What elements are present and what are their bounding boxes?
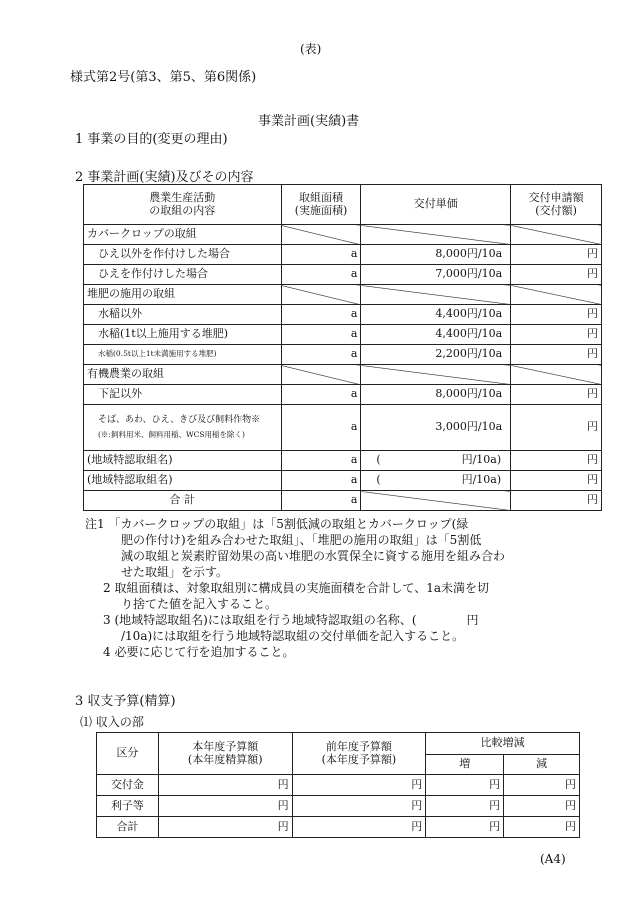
activity-label: 水稲(0.5t以上1t未満施用する堆肥) bbox=[84, 345, 282, 365]
table-row bbox=[97, 817, 580, 838]
regional-activity-label: (地域特認取組名) bbox=[84, 471, 282, 491]
empty-cell bbox=[361, 365, 511, 385]
area-cell: a bbox=[281, 245, 361, 265]
header-decrease: 減 bbox=[504, 755, 580, 775]
regional-activity-label: (地域特認取組名) bbox=[84, 451, 282, 471]
header-comparison: 比較増減 bbox=[426, 733, 580, 755]
table-row bbox=[84, 245, 602, 265]
empty-cell bbox=[361, 491, 511, 511]
unit-price-cell: 8,000円/10a bbox=[361, 385, 511, 405]
table-row bbox=[84, 345, 602, 365]
table-row bbox=[84, 305, 602, 325]
table-mark: (表) bbox=[300, 42, 322, 56]
activity-label: ひえを作付けした場合 bbox=[84, 265, 282, 285]
empty-cell bbox=[281, 225, 361, 245]
form-label: 様式第2号(第3、第5、第6関係) bbox=[70, 70, 257, 85]
amount-cell: 円 bbox=[511, 245, 602, 265]
section-2-heading: 2 事業計画(実績)及びその内容 bbox=[75, 170, 254, 185]
unit-price-cell: 2,200円/10a bbox=[361, 345, 511, 365]
empty-cell bbox=[511, 285, 602, 305]
amount-cell: 円 bbox=[426, 817, 504, 838]
document-title: 事業計画(実績)書 bbox=[258, 114, 360, 129]
header-previous-year: 前年度予算額 (本年度予算額) bbox=[292, 733, 426, 775]
notes-block bbox=[85, 516, 505, 660]
empty-cell bbox=[281, 365, 361, 385]
total-label: 合 計 bbox=[84, 491, 282, 511]
unit-price-cell: 8,000円/10a bbox=[361, 245, 511, 265]
amount-cell: 円 bbox=[511, 385, 602, 405]
area-cell: a bbox=[281, 471, 361, 491]
amount-cell: 円 bbox=[511, 491, 602, 511]
table-row bbox=[97, 775, 580, 796]
amount-cell: 円 bbox=[504, 817, 580, 838]
amount-cell: 円 bbox=[511, 451, 602, 471]
empty-cell bbox=[361, 225, 511, 245]
header-increase: 増 bbox=[426, 755, 504, 775]
amount-cell: 円 bbox=[292, 817, 426, 838]
category-label: カバークロップの取組 bbox=[84, 225, 282, 245]
activity-label: ひえ以外を作付けした場合 bbox=[84, 245, 282, 265]
paper-size-label: (A4) bbox=[540, 852, 566, 866]
unit-price-cell: 4,400円/10a bbox=[361, 325, 511, 345]
header-area: 取組面積 (実施面積) bbox=[281, 185, 361, 225]
area-cell: a bbox=[281, 491, 361, 511]
unit-price-cell: ( 円/10a) bbox=[361, 471, 511, 491]
table-row bbox=[84, 325, 602, 345]
table-row bbox=[84, 491, 602, 511]
table-row bbox=[84, 265, 602, 285]
table-row bbox=[84, 451, 602, 471]
area-cell: a bbox=[281, 345, 361, 365]
activity-label: 水稲(1t以上施用する堆肥) bbox=[84, 325, 282, 345]
area-cell: a bbox=[281, 385, 361, 405]
header-unit-price: 交付単価 bbox=[361, 185, 511, 225]
unit-price-cell: 7,000円/10a bbox=[361, 265, 511, 285]
amount-cell: 円 bbox=[511, 471, 602, 491]
amount-cell: 円 bbox=[511, 325, 602, 345]
note-1: 注1 「カバークロップの取組」は「5割低減の取組とカバークロップ(緑 肥の作付け)を組み合わせた取組」、「堆肥の施用の取組」は「5割低 減の取組と炭素貯留効果の高い堆肥の水質保全に資する施用を組み合わ せた取組」を示す。 bbox=[85, 517, 506, 579]
table-row bbox=[84, 471, 602, 491]
table-row bbox=[84, 405, 602, 451]
empty-cell bbox=[511, 225, 602, 245]
section-1-heading: 1 事業の目的(変更の理由) bbox=[75, 132, 228, 147]
amount-cell: 円 bbox=[426, 775, 504, 796]
row-label: 合計 bbox=[97, 817, 159, 838]
amount-cell: 円 bbox=[158, 775, 292, 796]
table-row bbox=[84, 385, 602, 405]
amount-cell: 円 bbox=[292, 796, 426, 817]
row-label: 利子等 bbox=[97, 796, 159, 817]
area-cell: a bbox=[281, 305, 361, 325]
income-subheading: ⑴ 収入の部 bbox=[80, 715, 144, 729]
activity-label: 水稲以外 bbox=[84, 305, 282, 325]
note-2: 2 取組面積は、対象取組別に構成員の実施面積を合計して、1a未満を切 り捨てた値を記入すること。 bbox=[103, 581, 490, 611]
amount-cell: 円 bbox=[158, 817, 292, 838]
table-row bbox=[84, 285, 602, 305]
amount-cell: 円 bbox=[292, 775, 426, 796]
amount-cell: 円 bbox=[504, 775, 580, 796]
area-cell: a bbox=[281, 451, 361, 471]
unit-price-cell: 3,000円/10a bbox=[361, 405, 511, 451]
activity-plan-table bbox=[83, 184, 602, 511]
category-label: 有機農業の取組 bbox=[84, 365, 282, 385]
amount-cell: 円 bbox=[511, 305, 602, 325]
empty-cell bbox=[361, 285, 511, 305]
table-row bbox=[97, 796, 580, 817]
header-activity-content: 農業生産活動 の取組の内容 bbox=[84, 185, 282, 225]
empty-cell bbox=[511, 365, 602, 385]
header-requested-amount: 交付申請額 (交付額) bbox=[511, 185, 602, 225]
area-cell: a bbox=[281, 405, 361, 451]
amount-cell: 円 bbox=[511, 265, 602, 285]
unit-price-cell: 4,400円/10a bbox=[361, 305, 511, 325]
area-cell: a bbox=[281, 325, 361, 345]
empty-cell bbox=[281, 285, 361, 305]
area-cell: a bbox=[281, 265, 361, 285]
amount-cell: 円 bbox=[504, 796, 580, 817]
header-current-year: 本年度予算額 (本年度精算額) bbox=[158, 733, 292, 775]
note-4: 4 必要に応じて行を追加すること。 bbox=[103, 645, 295, 659]
table-header-row bbox=[84, 185, 602, 225]
activity-label: そば、あわ、ひえ、きび及び飼料作物※ (※:飼料用米、飼料用稲、WCS用稲を除く) bbox=[84, 405, 282, 451]
amount-cell: 円 bbox=[511, 405, 602, 451]
section-3-heading: 3 収支予算(精算) bbox=[75, 694, 176, 709]
amount-cell: 円 bbox=[158, 796, 292, 817]
category-label: 堆肥の施用の取組 bbox=[84, 285, 282, 305]
header-category: 区分 bbox=[97, 733, 159, 775]
income-table bbox=[96, 732, 580, 838]
amount-cell: 円 bbox=[426, 796, 504, 817]
table-row bbox=[84, 365, 602, 385]
note-3: 3 (地域特認取組名)には取組を行う地域特認取組の名称、( 円 /10a)には取組を行う地域特認取組の交付単価を記入すること。 bbox=[103, 613, 479, 643]
unit-price-cell: ( 円/10a) bbox=[361, 451, 511, 471]
amount-cell: 円 bbox=[511, 345, 602, 365]
table-row bbox=[84, 225, 602, 245]
row-label: 交付金 bbox=[97, 775, 159, 796]
activity-label: 下記以外 bbox=[84, 385, 282, 405]
